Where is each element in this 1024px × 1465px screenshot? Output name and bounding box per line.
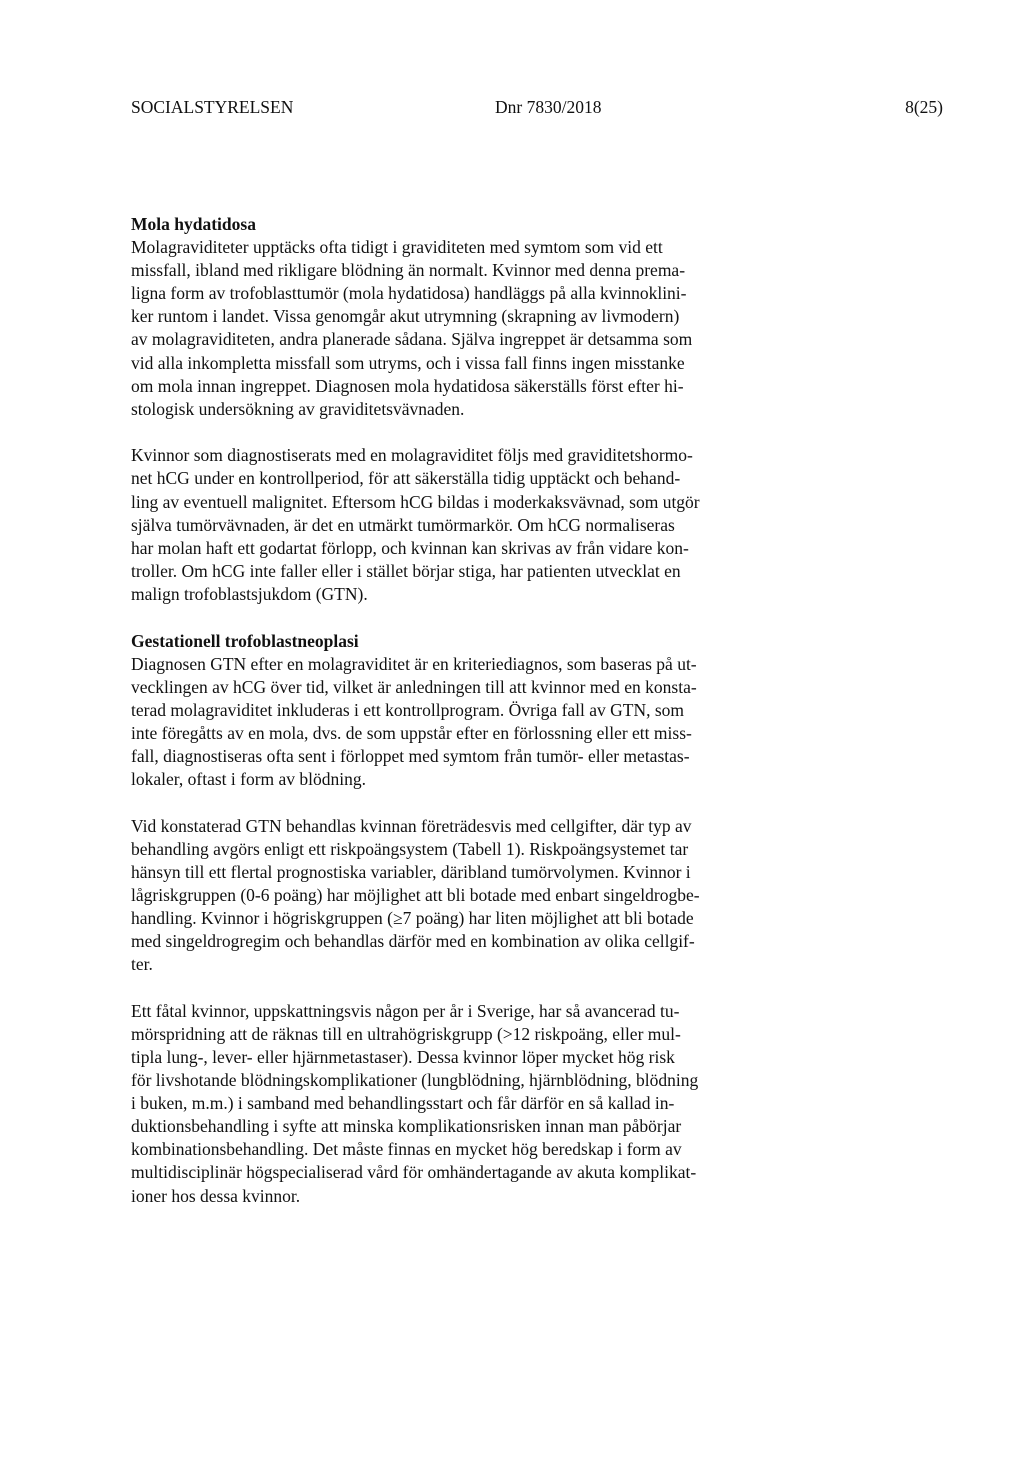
document-number: Dnr 7830/2018 [495, 97, 602, 117]
page-header [131, 94, 943, 120]
paragraph [131, 444, 761, 606]
text-line: ker runtom i landet. Vissa genomgår akut utrymning (skrapning av livmodern) [131, 306, 680, 327]
text-line: multidisciplinär högspecialiserad vård för omhändertagande av akuta komplikat- [131, 1162, 697, 1183]
text-line: Molagraviditeter upptäcks ofta tidigt i graviditeten med symtom som vid ett [131, 237, 663, 258]
text-line: ter. [131, 954, 153, 975]
text-line: kombinationsbehandling. Det måste finnas en mycket hög beredskap i form av [131, 1139, 682, 1160]
page-number: 8(25) [905, 97, 943, 117]
document-body [131, 213, 761, 1208]
paragraph [131, 653, 761, 792]
text-line: har molan haft ett godartat förlopp, och kvinnan kan skrivas av från vidare kon- [131, 537, 689, 558]
paragraph-gap [131, 421, 761, 445]
text-line: själva tumörvävnaden, är det en utmärkt tumörmarkör. Om hCG normaliseras [131, 514, 675, 535]
text-line: vid alla inkompletta missfall som utryms, och i vissa fall finns ingen misstanke [131, 352, 685, 373]
text-line: lågriskgruppen (0-6 poäng) har möjlighet att bli botade med enbart singeldrogbe- [131, 884, 700, 905]
text-line: Kvinnor som diagnostiserats med en molagraviditet följs med graviditetshormo- [131, 445, 693, 466]
text-line: mörspridning att de räknas till en ultrahögriskgrupp (>12 riskpoäng, eller mul- [131, 1023, 681, 1044]
text-line: Diagnosen GTN efter en molagraviditet är en kriteriediagnos, som baseras på ut- [131, 653, 697, 674]
text-line: terad molagraviditet inkluderas i ett kontrollprogram. Övriga fall av GTN, som [131, 699, 685, 720]
section-heading: Gestationell trofoblastneoplasi [131, 630, 359, 651]
paragraph-gap [131, 976, 761, 1000]
text-line: för livshotande blödningskomplikationer (lungblödning, hjärnblödning, blödning [131, 1070, 699, 1091]
text-line: med singeldrogregim och behandlas därför med en kombination av olika cellgif- [131, 931, 695, 952]
paragraph [131, 1000, 761, 1208]
text-line: net hCG under en kontrollperiod, för att säkerställa tidig upptäckt och behand- [131, 468, 681, 489]
text-line: ioner hos dessa kvinnor. [131, 1185, 301, 1206]
text-line: behandling avgörs enligt ett riskpoängsystem (Tabell 1). Riskpoängsystemet tar [131, 838, 689, 859]
text-line: hänsyn till ett flertal prognostiska variabler, däribland tumörvolymen. Kvinnor i [131, 861, 691, 882]
text-line: om mola innan ingreppet. Diagnosen mola hydatidosa säkerställs först efter hi- [131, 375, 684, 396]
text-line: av molagraviditeten, andra planerade sådana. Själva ingreppet är detsamma som [131, 329, 693, 350]
organization-name: SOCIALSTYRELSEN [131, 97, 294, 117]
section-gap [131, 606, 761, 630]
text-line: troller. Om hCG inte faller eller i stället börjar stiga, har patienten utvecklat en [131, 560, 681, 581]
text-line: handling. Kvinnor i högriskgruppen (≥7 poäng) har liten möjlighet att bli botade [131, 908, 694, 929]
text-line: malign trofoblastsjukdom (GTN). [131, 583, 368, 604]
text-line: fall, diagnostiseras ofta sent i förloppet med symtom från tumör- eller metastas- [131, 745, 690, 766]
paragraph [131, 815, 761, 977]
text-line: i buken, m.m.) i samband med behandlingsstart och får därför en så kallad in- [131, 1093, 675, 1114]
text-line: duktionsbehandling i syfte att minska komplikationsrisken innan man påbörjar [131, 1116, 682, 1137]
text-line: tipla lung-, lever- eller hjärnmetastaser). Dessa kvinnor löper mycket hög risk [131, 1047, 675, 1067]
text-line: Ett fåtal kvinnor, uppskattningsvis någon per år i Sverige, har så avancerad tu- [131, 1000, 680, 1021]
text-line: inte föregåtts av en mola, dvs. de som uppstår efter en förlossning eller ett miss- [131, 722, 692, 743]
text-line: vecklingen av hCG över tid, vilket är anledningen till att kvinnor med en konsta- [131, 676, 697, 697]
paragraph [131, 236, 761, 421]
text-line: Vid konstaterad GTN behandlas kvinnan företrädesvis med cellgifter, där typ av [131, 815, 692, 836]
text-line: missfall, ibland med rikligare blödning än normalt. Kvinnor med denna prema- [131, 260, 686, 281]
paragraph-gap [131, 791, 761, 815]
text-line: lokaler, oftast i form av blödning. [131, 769, 367, 790]
text-line: ligna form av trofoblasttumör (mola hydatidosa) handläggs på alla kvinnoklini- [131, 283, 687, 304]
text-line: ling av eventuell malignitet. Eftersom hCG bildas i moderkaksvävnad, som utgör [131, 491, 700, 512]
text-line: stologisk undersökning av graviditetsvävnaden. [131, 398, 465, 419]
section-heading: Mola hydatidosa [131, 214, 256, 234]
